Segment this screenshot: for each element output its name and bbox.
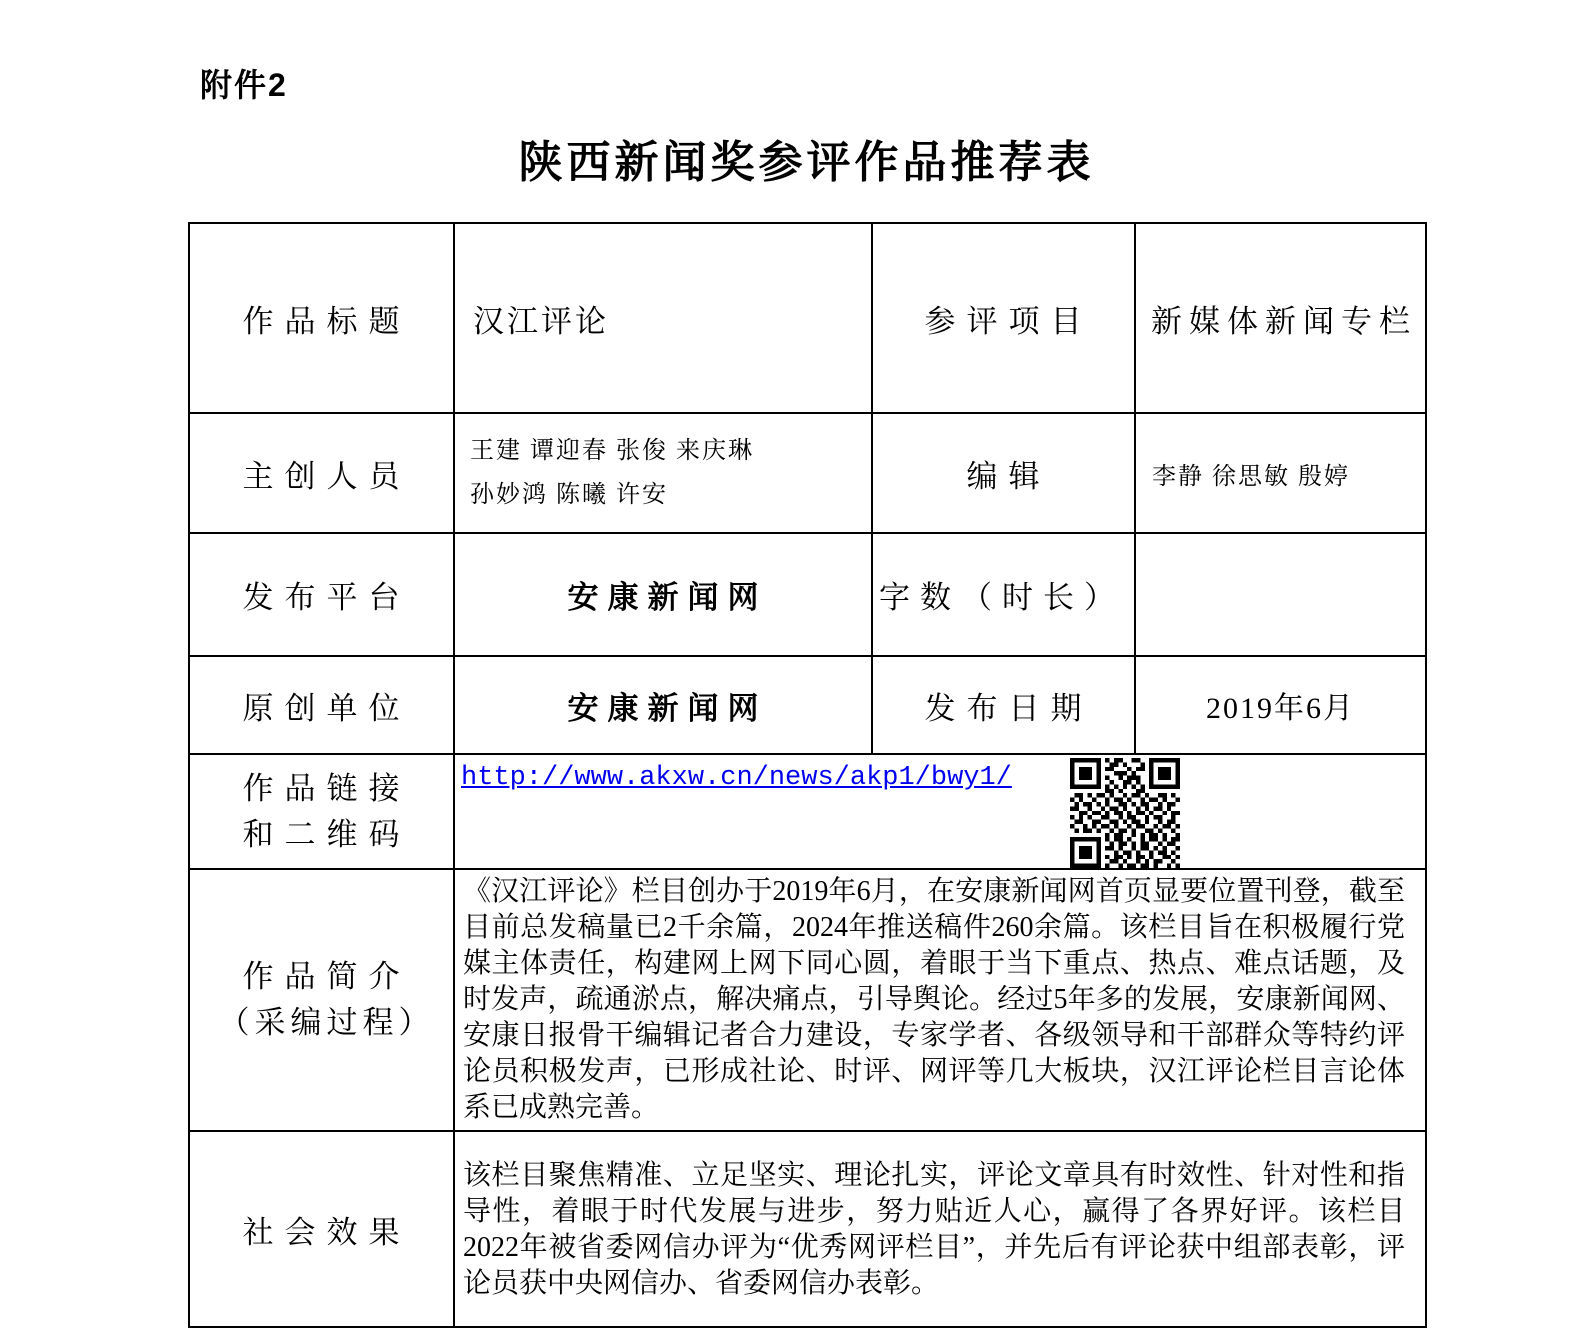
row-work-title (189, 223, 1426, 413)
platform-label: 发布平台 (189, 533, 454, 656)
qr-code (1070, 758, 1180, 868)
row-creators (189, 413, 1426, 533)
attachment-label: 附件2 (200, 67, 288, 103)
creators-line-1: 王建 谭迎春 张俊 来庆琳 (470, 438, 754, 464)
creators-value (454, 413, 872, 533)
intro-label-line-2: （采编过程） (218, 1005, 435, 1040)
work-title-value: 汉江评论 (454, 223, 872, 413)
document-title: 陕西新闻奖参评作品推荐表 (518, 138, 1095, 187)
entry-category-label: 参评项目 (872, 223, 1135, 413)
link-qr-cell (454, 754, 1426, 869)
social-effect-label: 社会效果 (189, 1131, 454, 1327)
creators-label: 主创人员 (189, 413, 454, 533)
platform-value: 安康新闻网 (454, 533, 872, 656)
creators-line-2: 孙妙鸿 陈曦 许安 (470, 482, 668, 508)
publish-date-label: 发布日期 (872, 656, 1135, 754)
original-unit-label: 原创单位 (189, 656, 454, 754)
row-platform (189, 533, 1426, 656)
link-qr-label-line-1: 作品链接 (242, 770, 411, 806)
intro-label-line-1: 作品简介 (242, 959, 411, 994)
row-social-effect (189, 1131, 1426, 1327)
editor-value: 李静 徐思敏 殷婷 (1135, 413, 1426, 533)
intro-cell (454, 869, 1426, 1131)
original-unit-value: 安康新闻网 (454, 656, 872, 754)
intro-text: 《汉江评论》栏目创办于2019年6月，在安康新闻网首页显要位置刊登，截至目前总发稿量已2千余篇，2024年推送稿件260余篇。该栏目旨在积极履行党媒主体责任，构建网上网下同心圆，着眼于当下重点、热点、难点话题，及时发声，疏通淤点，解决痛点，引导舆论。经过5年多的发展，安康新闻网、安康日报骨干编辑记者合力建设，专家学者、各级领导和干部群众等特约评论员积极发声，已形成社论、时评、网评等几大板块，汉江评论栏目言论体系已成熟完善。 (463, 876, 1405, 1123)
publish-date-value: 2019年6月 (1135, 656, 1426, 754)
word-count-label: 字数（时长） (872, 533, 1135, 656)
editor-label: 编辑 (872, 413, 1135, 533)
work-link[interactable]: http://www.akxw.cn/news/akp1/bwy1/ (461, 763, 1012, 793)
word-count-value (1135, 533, 1426, 656)
link-qr-label (189, 754, 454, 869)
work-title-label: 作品标题 (189, 223, 454, 413)
row-original-unit (189, 656, 1426, 754)
recommendation-table (188, 222, 1427, 1328)
row-link-qr (189, 754, 1426, 869)
social-effect-cell (454, 1131, 1426, 1327)
intro-label (189, 869, 454, 1131)
entry-category-value: 新媒体新闻专栏 (1135, 223, 1426, 413)
link-qr-label-line-2: 和二维码 (242, 816, 411, 852)
social-effect-text: 该栏目聚焦精准、立足坚实、理论扎实，评论文章具有时效性、针对性和指导性，着眼于时代发展与进步，努力贴近人心，赢得了各界好评。该栏目2022年被省委网信办评为“优秀网评栏目”，并先后有评论获中组部表彰，评论员获中央网信办、省委网信办表彰。 (463, 1160, 1405, 1299)
row-intro (189, 869, 1426, 1131)
